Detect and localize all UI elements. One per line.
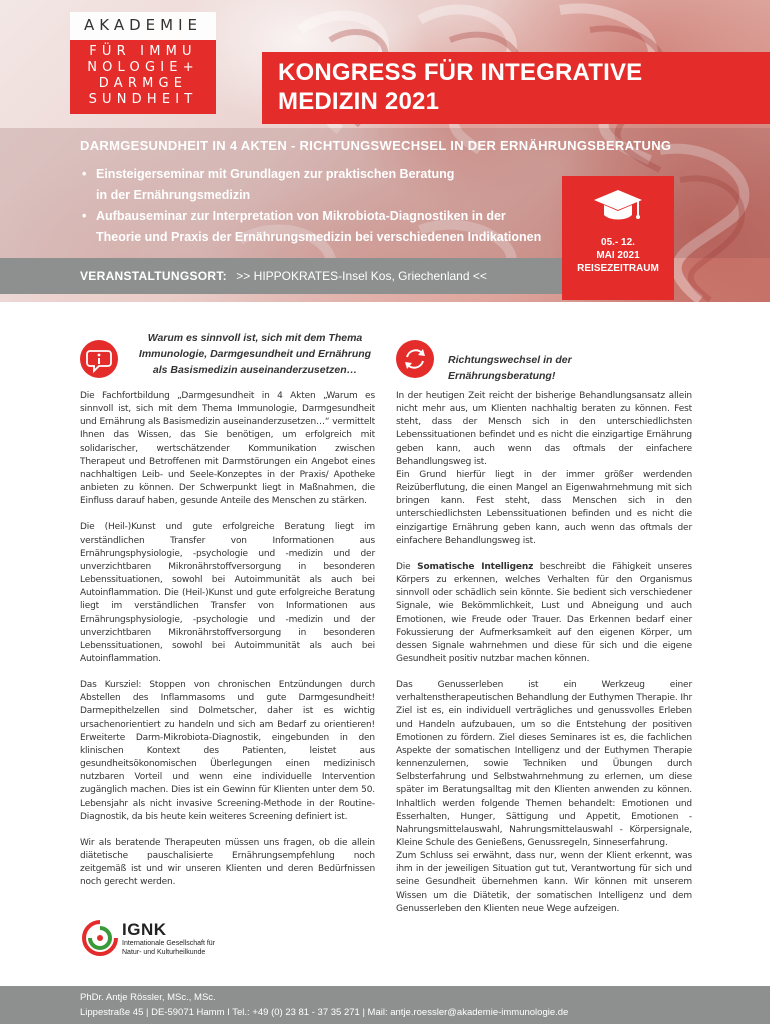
right-paragraph: Zum Schluss sei erwähnt, dass nur, wenn der Klient erkennt, was ihm in der jeweiligen Situation gut tut, Verantwortung für sich und seine Gesundheit übernehmen kann. Wir können mit unserem Wissen um die Diätetik, der somatischen Intelligenz und dem Genusserleben den Klienten neue Wege aufzeigen.: [396, 851, 692, 914]
refresh-arrows-icon: [396, 340, 434, 378]
somatic-intelligence-term: Somatische Intelligenz: [417, 561, 534, 572]
right-paragraph-text: Die: [396, 561, 418, 572]
page-title-line-1: KONGRESS FÜR INTEGRATIVE: [278, 59, 643, 86]
venue-bar: [0, 258, 562, 294]
date-badge: [562, 176, 674, 300]
right-paragraph: In der heutigen Zeit reicht der bisherige Behandlungsansatz allein nicht mehr aus, um Klienten nachhaltig beraten zu können. Fest steht, dass der Mensch sich in den unterschiedlichsten Lebenssituationen befindet und es nicht die einzigartige Ernährung geben kann, auch wenn das oftmals der einfachere Behandlungsweg ist.: [396, 391, 692, 467]
right-paragraph: Das Genusserleben ist ein Werkzeug einer verhaltenstherapeutischen Behandlung der Euthymen Therapie. Ihr Ziel ist es, ein individuell verträgliches und genussvolles Erleben und Handeln aufzubauen, um so die Entstehung der positiven Emotionen zu fördern. Ziel dieses Seminares ist es, die fachlichen Aspekte der somatischen Intelligenz und der Euthymen Therapie kennenzulernen, sowie Techniken und Übungen durch Selbsterfahrung und Selbstwahrnehmung zu erlernen, um diese später im Beratungsalltag mit den Klienten anwenden zu können. Inhaltlich werden folgende Themen behandelt: Emotionen und Esserhalten, Hunger, Sättigung und Appetit, Emotionen - Nahrungsmittelauswahl, Nahrungsmittelauswahl - Körpersignale, Kleine Schule des Genießens, Genussregeln, Sinneserfahrung.: [396, 680, 692, 848]
bullet-item: [80, 206, 580, 248]
left-paragraph: Das Kursziel: Stoppen von chronischen Entzündungen durch Abstellen des Inflammasoms und gute Darmgesundheit! Darmepithelzellen sind Dolmetscher, daher ist es wichtig ursachenorientiert zu handeln und sich am Bedarf zu orientieren! Erweiterte Darm-Mikrobiota-Diagnostik, eingebunden in den klinischen Kontext des Patienten, leistet aus gesundheitsökonomischen Überlegungen einen medizinisch nutzbaren Vorteil und wenn eine individuelle Intervention zugänglich machen. Dies ist ein Gewinn für Klienten unter dem 50. Lebensjahr als nicht invasive Screening-Methode in der Routine-Diagnostik, da bis heute kein weiteres Screening definiert ist.: [80, 680, 375, 822]
right-heading: [448, 352, 598, 384]
title-box: [262, 52, 770, 124]
bullet-text: Einsteigerseminar mit Grundlagen zur praktischen Beratung: [96, 167, 455, 181]
date-range: 05.- 12.: [601, 237, 635, 248]
venue-label: VERANSTALTUNGSORT:: [80, 269, 227, 283]
left-heading-row: [80, 330, 375, 390]
left-paragraph: Wir als beratende Therapeuten müssen uns fragen, ob die allein diätetische pauschalisierte Ernährungsempfehlung noch zeitgemäß ist und wir unseren Klienten und deren Bedürfnissen noch gerecht werden.: [80, 837, 375, 888]
footer: [0, 986, 770, 1024]
left-heading-line: als Basismedizin auseinanderzusetzen…: [152, 364, 358, 376]
left-heading-line: Immunologie, Darmgesundheit und Ernährung: [138, 348, 372, 360]
right-column: [396, 330, 692, 929]
footer-contact-name: PhDr. Antje Rössler, MSc., MSc.: [80, 992, 216, 1003]
subtitle: DARMGESUNDHEIT IN 4 AKTEN - RICHTUNGSWECHSEL IN DER ERNÄHRUNGSBERATUNG: [80, 138, 672, 153]
right-heading-row: [396, 330, 692, 390]
ignk-logo: [80, 918, 240, 976]
logo-line: DARMGE: [98, 76, 188, 91]
graduation-cap-icon: [592, 188, 644, 226]
logo-red-block: [70, 40, 216, 114]
logo-line: FÜR IMMU: [89, 44, 197, 59]
page-title-line-2: MEDIZIN 2021: [278, 88, 440, 115]
right-paragraph-text: beschreibt die Fähigkeit unseres Körpers zu erkennen, welches Verhalten für den Organismus sinnvoll oder schädlich sein könnte. Sie bedient sich verschiedener Signale, wie Bekömmlichkeit, Lust und Abneigung und auch Emotionen, wie Freude oder Trauer. Das Erkennen bedarf einer Fokussierung der Aufmerksamkeit auf den eigenen Körper, um dessen Signale wahrnehmen und diese für sich und die eigene Gesundheit positiv nutzbar machen können.: [396, 561, 692, 664]
left-paragraph: Die Fachfortbildung „Darmgesundheit in 4 Akten „Warum es sinnvoll ist, sich mit dem Thema Immunologie, Darmgesundheit und Ernährung als Basismedizin auseinanderzusetzen…“ vermittelt Ihnen das Wissen, das Sie benötigen, um erfolgreich mit solidarischer, wertschätzender Kommunikation zwischen Therapeut und Betroffenen mit Darmstörungen ein Angebot eines nachhaltigen Leib- und Seele-Konzeptes in der Praxis/ Apotheke anbieten zu können. Der Schwerpunkt liegt in Maßnahmen, die Einfluss darauf haben, gesunde Anteile des Menschen zu stärken.: [80, 391, 375, 507]
left-column: [80, 330, 375, 902]
left-heading: [132, 330, 378, 378]
hero-banner: [0, 0, 770, 302]
ignk-name: IGNK: [122, 920, 167, 939]
logo-line: SUNDHEIT: [88, 92, 198, 107]
bullet-list: [80, 164, 580, 248]
right-heading-line: Richtungswechsel in der: [448, 354, 572, 366]
footer-contact-details: Lippestraße 45 | DE-59071 Hamm I Tel.: +49 (0) 23 81 - 37 35 271 | Mail: antje.roessler@akademie-immunologie.de: [80, 1007, 569, 1018]
venue-value: >> HIPPOKRATES-Insel Kos, Griechenland <<: [236, 269, 487, 283]
date-text: [562, 236, 674, 275]
left-heading-line: Warum es sinnvoll ist, sich mit dem Thema: [147, 332, 363, 344]
date-month: MAI 2021: [596, 250, 640, 261]
bullet-text: Aufbauseminar zur Interpretation von Mikrobiota-Diagnostiken in der: [96, 209, 506, 223]
ignk-subtitle: [122, 940, 240, 957]
bullet-text: in der Ernährungsmedizin: [96, 188, 251, 202]
ignk-subtitle-line: Internationale Gesellschaft für: [122, 940, 215, 947]
bullet-dot: •: [82, 209, 87, 223]
info-icon: [80, 340, 118, 378]
ignk-swirl-icon: [80, 918, 120, 958]
logo-akademie-text: AKADEMIE: [70, 12, 216, 40]
bullet-text: Theorie und Praxis der Ernährungsmedizin bei verschiedenen Indikationen: [96, 230, 542, 244]
ignk-subtitle-line: Natur- und Kulturheilkunde: [122, 948, 206, 956]
right-heading-line: Ernährungsberatung!: [448, 370, 556, 382]
akademie-logo: [70, 12, 216, 114]
right-paragraph: [396, 561, 692, 666]
date-label: REISEZEITRAUM: [577, 263, 659, 274]
bullet-dot: •: [82, 167, 87, 181]
left-paragraph: Die (Heil-)Kunst und gute erfolgreiche Beratung liegt im verständlichen Transfer von Informationen aus Ernährungsphysiologie, -psychologie und -medizin und der unverzichtbaren Mikronährstoffversorgung in besonderen Lebenssituationen, sowohl bei Autoimmunität als auch bei Autoinflammation. Die (Heil-)Kunst und gute erfolgreiche Beratung liegt im verständlichen Transfer von Informationen aus Ernährungsphysiologie, -psychologie und -medizin und der unverzichtbaren Mikronährstoffversorgung in besonderen Lebenssituationen, sowohl bei Autoimmunität als auch bei Autoinflammation.: [80, 522, 375, 664]
logo-line: NOLOGIE+: [87, 60, 199, 75]
bullet-item: [80, 164, 580, 206]
right-paragraph: Ein Grund hierfür liegt in der immer größer werdenden Reizüberflutung, die einen Mangel an Eigenwahrnehmung mit sich bringen kann. Fest steht, dass Menschen sich in den unterschiedlichsten Lebenssituationen befinden und es nicht die einzigartige Ernährung geben kann, auch wenn das oftmals der einfachere Behandlungsweg ist.: [396, 469, 692, 546]
